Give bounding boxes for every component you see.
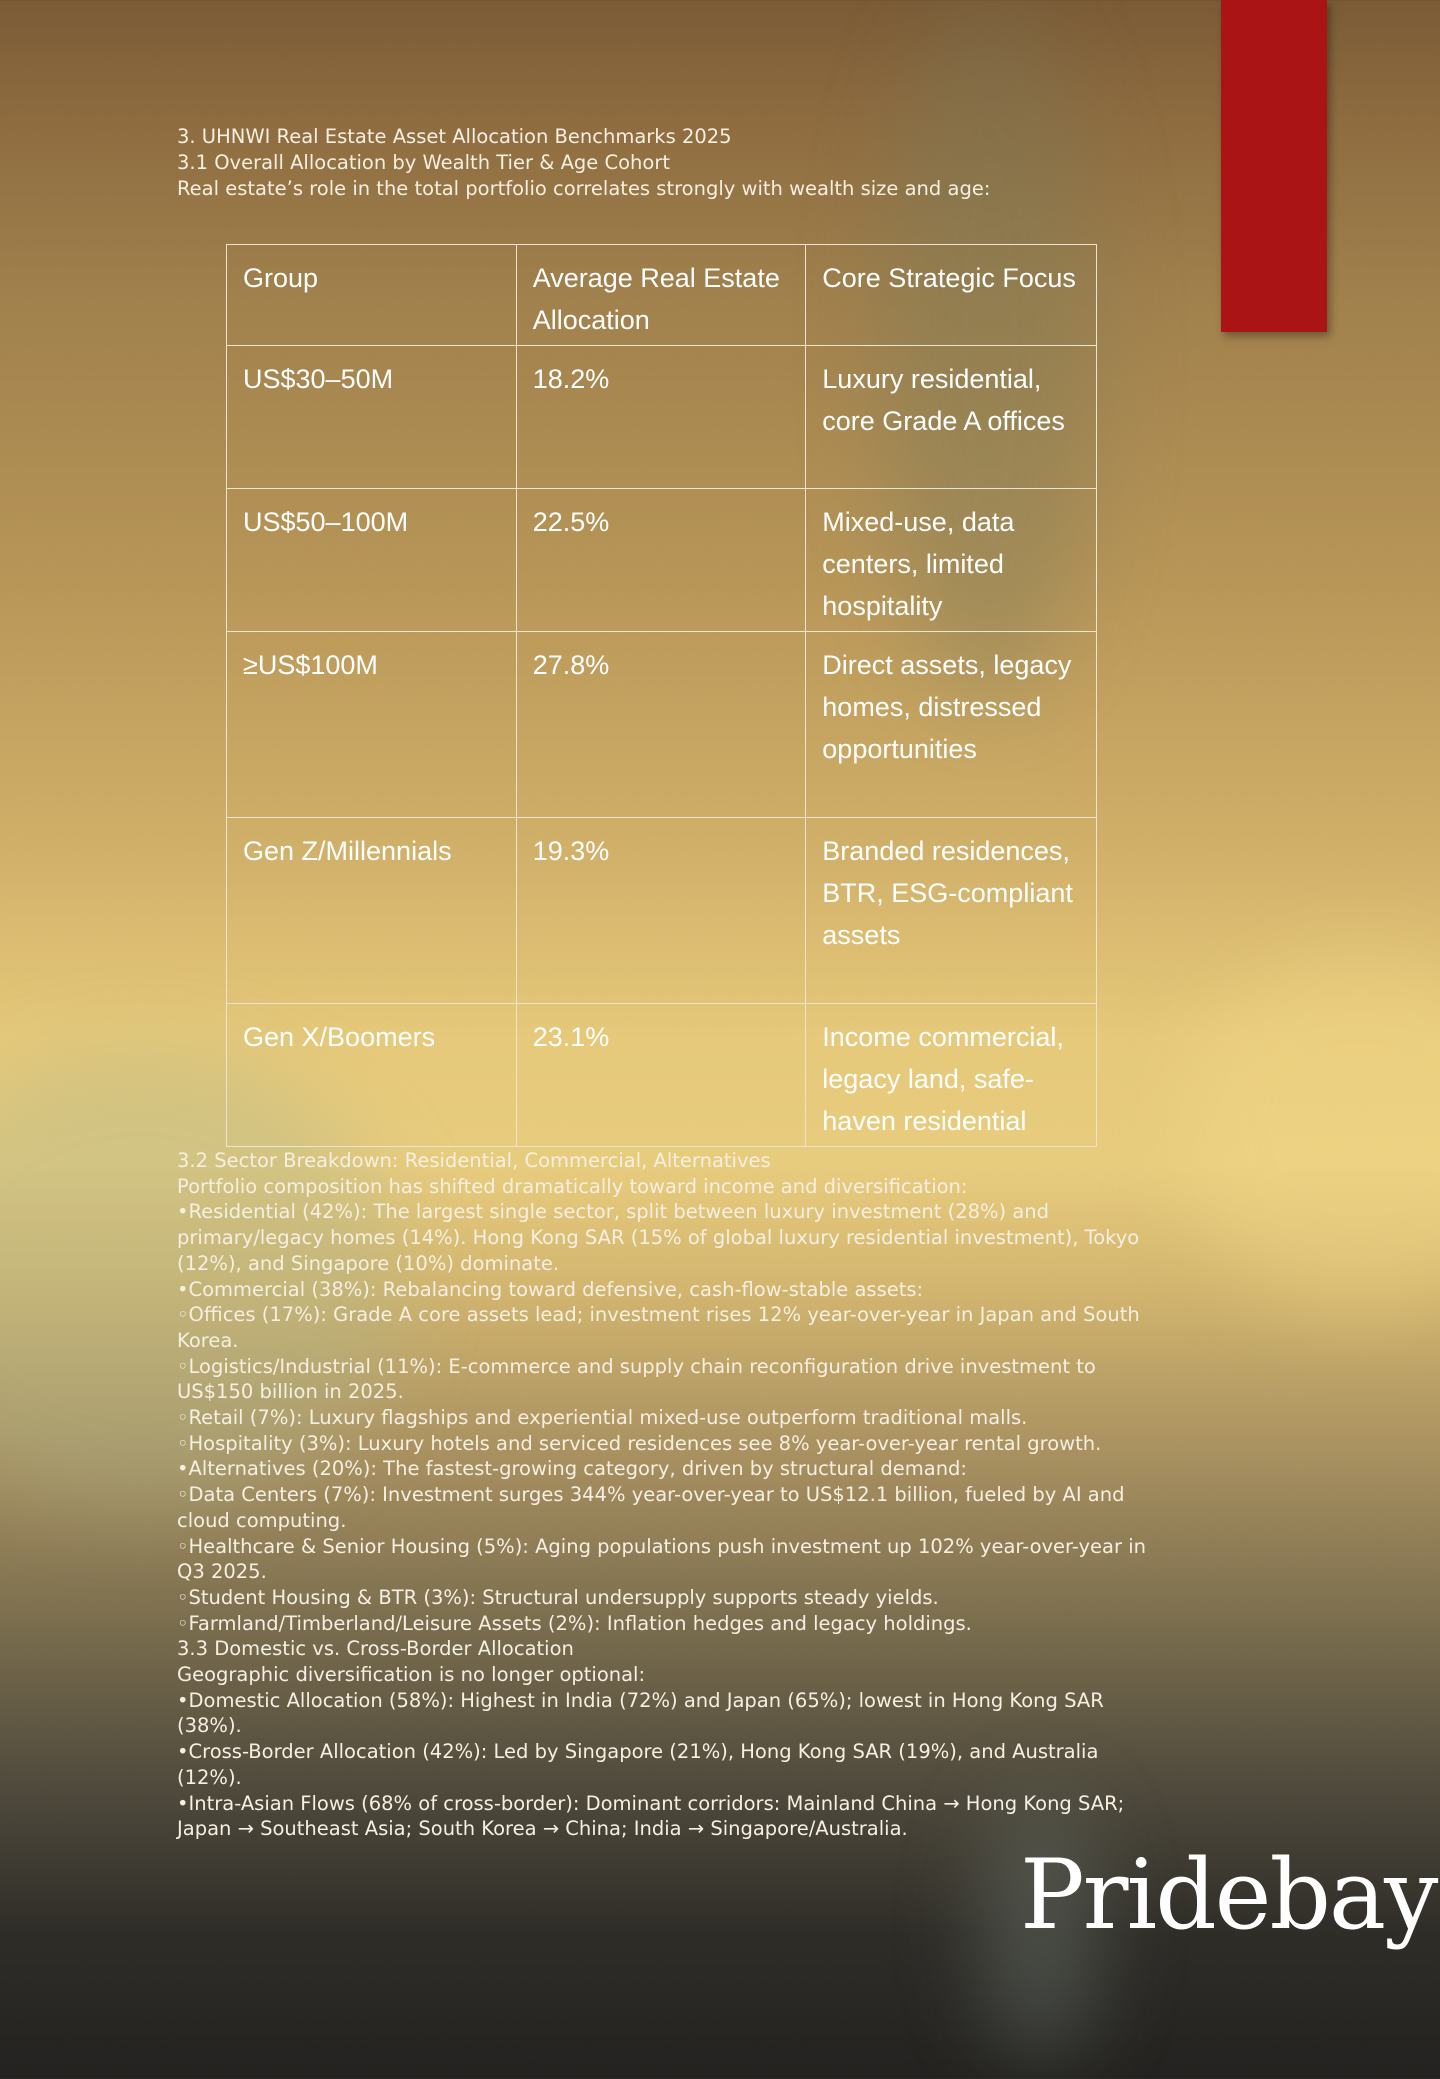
sub-bullet-item: ◦Logistics/Industrial (11%): E-commerce and supply chain reconfiguration drive investment to US$150 billion in 2025. xyxy=(177,1354,1096,1404)
table-cell-allocation: 27.8% xyxy=(516,632,806,818)
table-cell-group: Gen Z/Millennials xyxy=(227,818,517,1004)
table-cell-allocation: 19.3% xyxy=(516,818,806,1004)
sub-bullet-item: ◦Hospitality (3%): Luxury hotels and serviced residences see 8% year-over-year rental growth. xyxy=(177,1431,1102,1455)
sub-bullet-item: ◦Student Housing & BTR (3%): Structural undersupply supports steady yields. xyxy=(177,1585,939,1609)
table-row xyxy=(227,489,1097,632)
accent-bar xyxy=(1221,0,1327,332)
table-row xyxy=(227,1004,1097,1147)
subsection-heading: 3.3 Domestic vs. Cross-Border Allocation xyxy=(177,1637,574,1661)
paragraph: Geographic diversification is no longer optional: xyxy=(177,1663,646,1687)
table-header-cell: Average Real Estate Allocation xyxy=(516,245,806,346)
sub-bullet-item: ◦Offices (17%): Grade A core assets lead; investment rises 12% year-over-year in Japan and South Korea. xyxy=(177,1303,1140,1352)
bullet-item: •Residential (42%): The largest single sector, split between luxury investment (28%) and primary/legacy homes (14%). Hong Kong SAR (15% of global luxury residential investment), Tokyo (12%), and Singapore (10%) dominate. xyxy=(177,1200,1140,1275)
sub-bullet-item: ◦Data Centers (7%): Investment surges 344% year-over-year to US$12.1 billion, fueled by AI and cloud computing. xyxy=(177,1483,1125,1532)
table-row xyxy=(227,346,1097,489)
intro-lead: Real estate’s role in the total portfolio correlates strongly with wealth size and age: xyxy=(177,177,991,200)
pridebay-logo: Pridebay xyxy=(1020,1839,1437,1951)
table-cell-group: US$30–50M xyxy=(227,346,517,489)
body-text xyxy=(177,1148,1157,1842)
table-cell-focus: Direct assets, legacy homes, distressed opportunities xyxy=(806,632,1097,818)
bullet-item: •Cross-Border Allocation (42%): Led by Singapore (21%), Hong Kong SAR (19%), and Australia (12%). xyxy=(177,1740,1099,1789)
sub-bullet-item: ◦Farmland/Timberland/Leisure Assets (2%): Inflation hedges and legacy holdings. xyxy=(177,1611,972,1635)
table-header-cell: Group xyxy=(227,245,517,346)
subsection-heading: 3.1 Overall Allocation by Wealth Tier & Age Cohort xyxy=(177,151,671,174)
table-cell-focus: Branded residences, BTR, ESG-compliant assets xyxy=(806,818,1097,1004)
table-cell-allocation: 18.2% xyxy=(516,346,806,489)
table-cell-allocation: 22.5% xyxy=(516,489,806,632)
sub-bullet-item: ◦Retail (7%): Luxury flagships and experiential mixed-use outperform traditional malls. xyxy=(177,1406,1028,1430)
table-cell-focus: Luxury residential, core Grade A offices xyxy=(806,346,1097,489)
bullet-item: •Commercial (38%): Rebalancing toward defensive, cash-flow-stable assets: xyxy=(177,1277,924,1301)
table-row xyxy=(227,632,1097,818)
table-header-row xyxy=(227,245,1097,346)
table-cell-group: ≥US$100M xyxy=(227,632,517,818)
intro-block xyxy=(177,124,1197,202)
bullet-item: •Alternatives (20%): The fastest-growing category, driven by structural demand: xyxy=(177,1457,968,1481)
subsection-heading: 3.2 Sector Breakdown: Residential, Commercial, Alternatives xyxy=(177,1149,771,1172)
allocation-table xyxy=(226,244,1097,1147)
table-cell-focus: Mixed-use, data centers, limited hospitality xyxy=(806,489,1097,632)
bullet-item: •Intra-Asian Flows (68% of cross-border): Dominant corridors: Mainland China → Hong Kong SAR; Japan → Southeast Asia; South Korea → China; India → Singapore/Australia. xyxy=(177,1791,1125,1841)
section-heading: 3. UHNWI Real Estate Asset Allocation Benchmarks 2025 xyxy=(177,125,732,148)
table-cell-group: Gen X/Boomers xyxy=(227,1004,517,1147)
table-header-cell: Core Strategic Focus xyxy=(806,245,1097,346)
table-cell-allocation: 23.1% xyxy=(516,1004,806,1147)
background-glow xyxy=(1180,950,1440,1310)
table-cell-group: US$50–100M xyxy=(227,489,517,632)
bullet-item: •Domestic Allocation (58%): Highest in India (72%) and Japan (65%); lowest in Hong Kong SAR (38%). xyxy=(177,1688,1104,1738)
table-row xyxy=(227,818,1097,1004)
paragraph: Portfolio composition has shifted dramatically toward income and diversification: xyxy=(177,1174,968,1198)
table-cell-focus: Income commercial, legacy land, safe-haven residential xyxy=(806,1004,1097,1147)
sub-bullet-item: ◦Healthcare & Senior Housing (5%): Aging populations push investment up 102% year-over-year in Q3 2025. xyxy=(177,1534,1146,1584)
